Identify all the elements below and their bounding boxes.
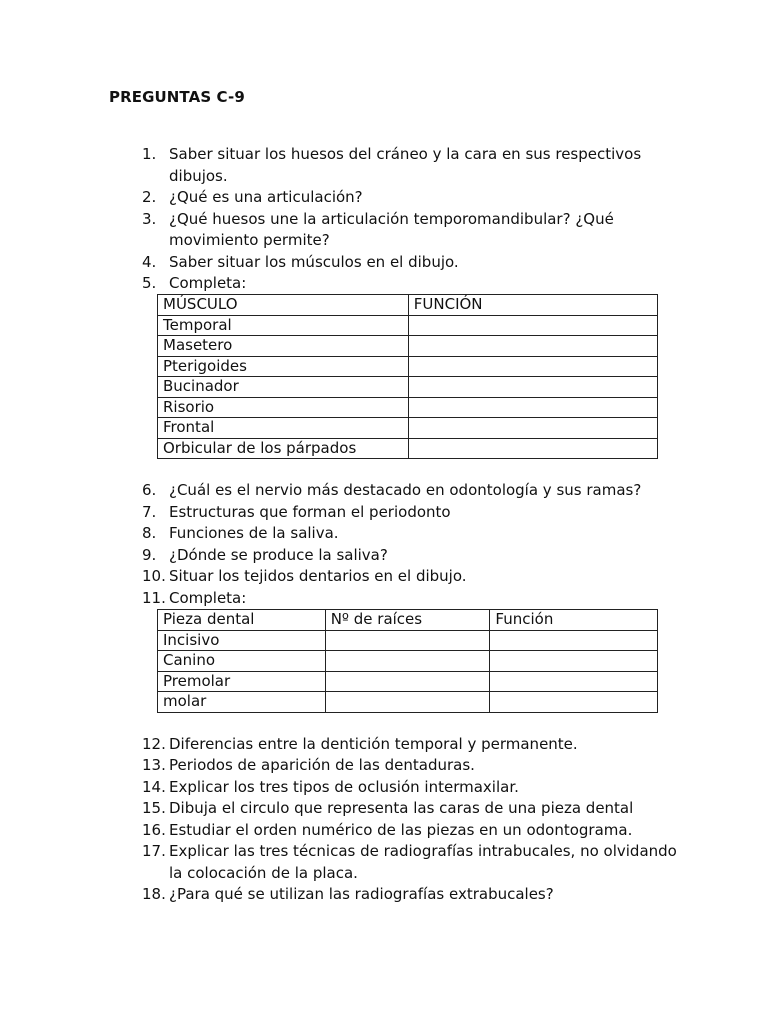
table-row [158, 692, 658, 713]
table-row [158, 651, 658, 672]
table-cell-empty[interactable] [490, 630, 658, 651]
question-text: ¿Para qué se utilizan las radiografías extrabucales? [169, 885, 554, 903]
question-number: 16. [142, 820, 166, 839]
table-header-cell: FUNCIÓN [408, 295, 657, 316]
table-cell-empty[interactable] [408, 356, 657, 377]
question-text: ¿Cuál es el nervio más destacado en odontología y sus ramas? [169, 481, 642, 499]
question-number: 14. [142, 777, 166, 796]
question-text: Dibuja el circulo que representa las caras de una pieza dental [169, 799, 634, 817]
table-row [158, 671, 658, 692]
question-text: ¿Qué es una articulación? [169, 188, 363, 206]
question-number: 18. [142, 885, 166, 903]
table-cell: Risorio [158, 397, 409, 418]
table-header-cell: Función [490, 610, 658, 631]
question-text: Saber situar los músculos en el dibujo. [169, 252, 459, 271]
table-cell: Pterigoides [158, 356, 409, 377]
table-row [158, 630, 658, 651]
page-title: PREGUNTAS C-9 [109, 88, 245, 106]
table-row [158, 438, 658, 459]
table-header-cell: Pieza dental [158, 610, 326, 631]
table-cell: Premolar [158, 671, 326, 692]
table-cell-empty[interactable] [408, 438, 657, 459]
question-number: 12. [142, 734, 166, 753]
question-number: 7. [142, 502, 157, 521]
table-cell-empty[interactable] [325, 651, 490, 672]
question-text-continued: la colocación de la placa. [169, 863, 358, 882]
table-cell: Orbicular de los párpados [158, 438, 409, 459]
muscle-table [157, 294, 658, 459]
table-row [158, 315, 658, 336]
question-number: 8. [142, 524, 157, 542]
table-cell: Temporal [158, 315, 409, 336]
question-number: 10. [142, 567, 166, 585]
table-cell-empty[interactable] [408, 418, 657, 439]
table-cell-empty[interactable] [325, 630, 490, 651]
question-text-continued: dibujos. [169, 166, 228, 185]
question-text: Periodos de aparición de las dentaduras. [169, 756, 475, 774]
question-number: 1. [142, 145, 157, 163]
question-number: 17. [142, 842, 166, 860]
question-number: 9. [142, 545, 157, 564]
question-number: 2. [142, 188, 157, 206]
table-header-cell: Nº de raíces [325, 610, 490, 631]
question-number: 5. [142, 274, 157, 292]
table-cell: Frontal [158, 418, 409, 439]
table-cell: Bucinador [158, 377, 409, 398]
table-cell-empty[interactable] [490, 671, 658, 692]
table-row [158, 377, 658, 398]
table-header-cell: MÚSCULO [158, 295, 409, 316]
table-cell: Incisivo [158, 630, 326, 651]
question-text: Estructuras que forman el periodonto [169, 502, 451, 521]
question-text: Completa: [169, 588, 247, 607]
table-header-row [158, 610, 658, 631]
table-cell-empty[interactable] [408, 315, 657, 336]
question-number: 4. [142, 252, 157, 271]
table-cell-empty[interactable] [325, 671, 490, 692]
question-text: Explicar las tres técnicas de radiografías intrabucales, no olvidando [169, 842, 677, 860]
question-number: 3. [142, 209, 157, 228]
table-cell-empty[interactable] [490, 651, 658, 672]
question-text-continued: movimiento permite? [169, 231, 330, 249]
question-text: Situar los tejidos dentarios en el dibujo. [169, 567, 467, 585]
question-text: Estudiar el orden numérico de las piezas en un odontograma. [169, 820, 633, 839]
table-cell: Masetero [158, 336, 409, 357]
table-row [158, 336, 658, 357]
table-cell-empty[interactable] [490, 692, 658, 713]
table-cell-empty[interactable] [408, 336, 657, 357]
question-text: Saber situar los huesos del cráneo y la cara en sus respectivos [169, 145, 642, 163]
question-text: Diferencias entre la dentición temporal y permanente. [169, 734, 578, 753]
question-number: 15. [142, 799, 166, 817]
table-cell-empty[interactable] [408, 397, 657, 418]
table-row [158, 397, 658, 418]
question-text: ¿Dónde se produce la saliva? [169, 545, 388, 564]
table-cell: molar [158, 692, 326, 713]
question-number: 11. [142, 588, 166, 607]
question-text: Completa: [169, 274, 247, 292]
question-number: 13. [142, 756, 166, 774]
question-text: Explicar los tres tipos de oclusión intermaxilar. [169, 777, 519, 796]
table-cell-empty[interactable] [408, 377, 657, 398]
table-row [158, 418, 658, 439]
table-cell-empty[interactable] [325, 692, 490, 713]
table-header-row [158, 295, 658, 316]
table-row [158, 356, 658, 377]
question-text: Funciones de la saliva. [169, 524, 339, 542]
question-number: 6. [142, 481, 157, 499]
question-text: ¿Qué huesos une la articulación temporomandibular? ¿Qué [169, 209, 614, 228]
table-cell: Canino [158, 651, 326, 672]
teeth-table [157, 609, 658, 713]
